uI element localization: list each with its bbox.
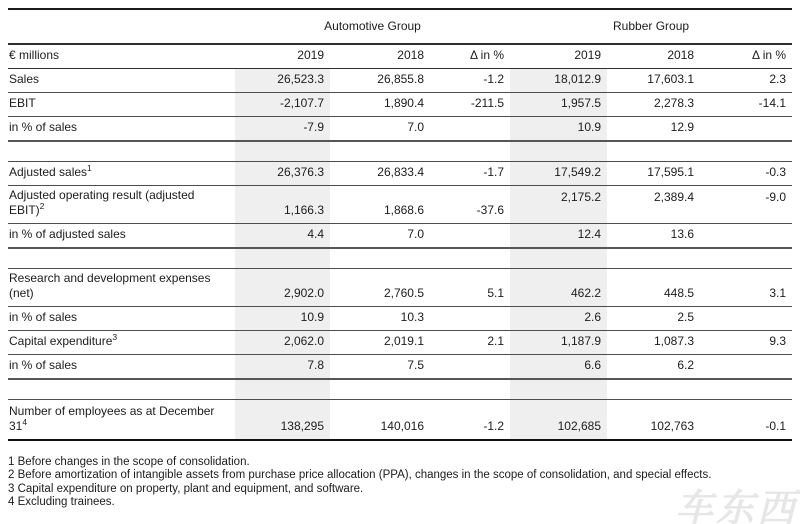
spacer-cell xyxy=(607,248,700,269)
cell-value xyxy=(430,307,510,331)
row-label: EBIT xyxy=(8,93,235,117)
cell-value: 2,389.4 xyxy=(607,186,700,224)
spacer-cell xyxy=(607,141,700,162)
cell-value: 2,760.5 xyxy=(330,269,430,307)
spacer-cell xyxy=(330,248,430,269)
cell-value: 7.8 xyxy=(235,355,330,379)
cell-value: 2.6 xyxy=(510,307,607,331)
cell-value: 5.1 xyxy=(430,269,510,307)
cell-value: 6.6 xyxy=(510,355,607,379)
financial-table xyxy=(8,8,792,441)
cell-value: 7.0 xyxy=(330,224,430,248)
cell-value: 17,603.1 xyxy=(607,69,700,93)
spacer-cell xyxy=(430,248,510,269)
cell-value: 1,087.3 xyxy=(607,331,700,355)
col-header-rubber-2019: 2019 xyxy=(510,44,607,69)
cell-value: 2,175.2 xyxy=(510,186,607,224)
financial-report-sheet xyxy=(8,8,792,441)
cell-value: 7.0 xyxy=(330,117,430,141)
row-label: Adjusted operating result (adjusted EBIT)$^2$ xyxy=(8,186,235,224)
cell-value: -1.2 xyxy=(430,69,510,93)
table-row xyxy=(8,93,792,117)
table-row xyxy=(8,162,792,186)
cell-value xyxy=(430,117,510,141)
cell-value: -0.3 xyxy=(700,162,792,186)
rubber-group-header: Rubber Group xyxy=(510,9,792,44)
automotive-group-header: Automotive Group xyxy=(235,9,510,44)
spacer-cell xyxy=(430,141,510,162)
section-spacer-row xyxy=(8,248,792,269)
cell-value: 13.6 xyxy=(607,224,700,248)
spacer-cell xyxy=(330,379,430,400)
cell-value: 2,019.1 xyxy=(330,331,430,355)
cell-value: -211.5 xyxy=(430,93,510,117)
cell-value xyxy=(700,224,792,248)
table-row xyxy=(8,117,792,141)
footnote-line: 3 Capital expenditure on property, plant and equipment, and software. xyxy=(8,482,364,495)
cell-value: -1.2 xyxy=(430,400,510,440)
col-header-auto-2018: 2018 xyxy=(330,44,430,69)
cell-value: 4.4 xyxy=(235,224,330,248)
spacer-cell xyxy=(510,141,607,162)
spacer-cell xyxy=(330,141,430,162)
table-row xyxy=(8,224,792,248)
unit-label: € millions xyxy=(8,44,235,69)
cell-value: 18,012.9 xyxy=(510,69,607,93)
cell-value: 17,595.1 xyxy=(607,162,700,186)
footnote-line: 4 Excluding trainees. xyxy=(8,496,115,509)
table-row xyxy=(8,69,792,93)
cell-value: 12.4 xyxy=(510,224,607,248)
row-label: in % of adjusted sales xyxy=(8,224,235,248)
spacer-cell xyxy=(510,248,607,269)
spacer-cell xyxy=(8,248,235,269)
spacer-cell xyxy=(700,248,792,269)
table-row xyxy=(8,269,792,307)
cell-value: 10.9 xyxy=(235,307,330,331)
cell-value: 26,855.8 xyxy=(330,69,430,93)
cell-value: 6.2 xyxy=(607,355,700,379)
row-label: Adjusted sales$^1$ xyxy=(8,162,235,186)
cell-value: 1,957.5 xyxy=(510,93,607,117)
spacer-cell xyxy=(700,141,792,162)
cell-value xyxy=(430,355,510,379)
table-row xyxy=(8,307,792,331)
cell-value: 3.1 xyxy=(700,269,792,307)
cell-value: -1.7 xyxy=(430,162,510,186)
section-spacer-row xyxy=(8,379,792,400)
cell-value: 2.1 xyxy=(430,331,510,355)
footnotes xyxy=(8,456,711,510)
row-label: Sales xyxy=(8,69,235,93)
row-label: Number of employees as at December $31^4$ xyxy=(8,400,235,440)
group-header-spacer xyxy=(8,9,235,44)
cell-value xyxy=(430,224,510,248)
cell-value: -9.0 xyxy=(700,186,792,224)
spacer-cell xyxy=(235,141,330,162)
cell-value: 2,278.3 xyxy=(607,93,700,117)
spacer-cell xyxy=(8,379,235,400)
cell-value: 12.9 xyxy=(607,117,700,141)
cell-value: 1,166.3 xyxy=(235,186,330,224)
spacer-cell xyxy=(235,248,330,269)
table-row xyxy=(8,355,792,379)
cell-value: -7.9 xyxy=(235,117,330,141)
col-header-auto-delta: Δ in % xyxy=(430,44,510,69)
col-header-auto-2019: 2019 xyxy=(235,44,330,69)
cell-value: 2.3 xyxy=(700,69,792,93)
spacer-cell xyxy=(430,379,510,400)
row-label: in % of sales xyxy=(8,307,235,331)
spacer-cell xyxy=(235,379,330,400)
cell-value: 17,549.2 xyxy=(510,162,607,186)
row-label: in % of sales xyxy=(8,355,235,379)
cell-value xyxy=(700,355,792,379)
cell-value: -2,107.7 xyxy=(235,93,330,117)
table-row xyxy=(8,331,792,355)
spacer-cell xyxy=(700,379,792,400)
cell-value: 1,890.4 xyxy=(330,93,430,117)
cell-value: 26,523.3 xyxy=(235,69,330,93)
row-label: Capital expenditure$^3$ xyxy=(8,331,235,355)
table-row xyxy=(8,186,792,224)
cell-value: 462.2 xyxy=(510,269,607,307)
cell-value: 9.3 xyxy=(700,331,792,355)
spacer-cell xyxy=(8,141,235,162)
cell-value xyxy=(700,117,792,141)
cell-value: 1,868.6 xyxy=(330,186,430,224)
spacer-cell xyxy=(607,379,700,400)
cell-value: 448.5 xyxy=(607,269,700,307)
cell-value xyxy=(700,307,792,331)
cell-value: 1,187.9 xyxy=(510,331,607,355)
cell-value: 10.9 xyxy=(510,117,607,141)
row-label: Research and development expenses (net) xyxy=(8,269,235,307)
cell-value: -14.1 xyxy=(700,93,792,117)
watermark-logo: 车东西 xyxy=(674,488,798,524)
cell-value: -0.1 xyxy=(700,400,792,440)
column-header-row xyxy=(8,44,792,69)
cell-value: -37.6 xyxy=(430,186,510,224)
cell-value: 26,376.3 xyxy=(235,162,330,186)
cell-value: 138,295 xyxy=(235,400,330,440)
group-header-row xyxy=(8,9,792,44)
cell-value: 26,833.4 xyxy=(330,162,430,186)
col-header-rubber-delta: Δ in % xyxy=(700,44,792,69)
cell-value: 102,763 xyxy=(607,400,700,440)
section-spacer-row xyxy=(8,141,792,162)
cell-value: 140,016 xyxy=(330,400,430,440)
cell-value: 2,062.0 xyxy=(235,331,330,355)
cell-value: 10.3 xyxy=(330,307,430,331)
cell-value: 7.5 xyxy=(330,355,430,379)
cell-value: 2,902.0 xyxy=(235,269,330,307)
footnote-line: 1 Before changes in the scope of consolidation. xyxy=(8,456,250,468)
cell-value: 2.5 xyxy=(607,307,700,331)
footnote-line: 2 Before amortization of intangible assets from purchase price allocation (PPA), changes in the scope of consolidation, and special effects. xyxy=(8,469,712,482)
row-label: in % of sales xyxy=(8,117,235,141)
table-row xyxy=(8,400,792,440)
cell-value: 102,685 xyxy=(510,400,607,440)
col-header-rubber-2018: 2018 xyxy=(607,44,700,69)
spacer-cell xyxy=(510,379,607,400)
